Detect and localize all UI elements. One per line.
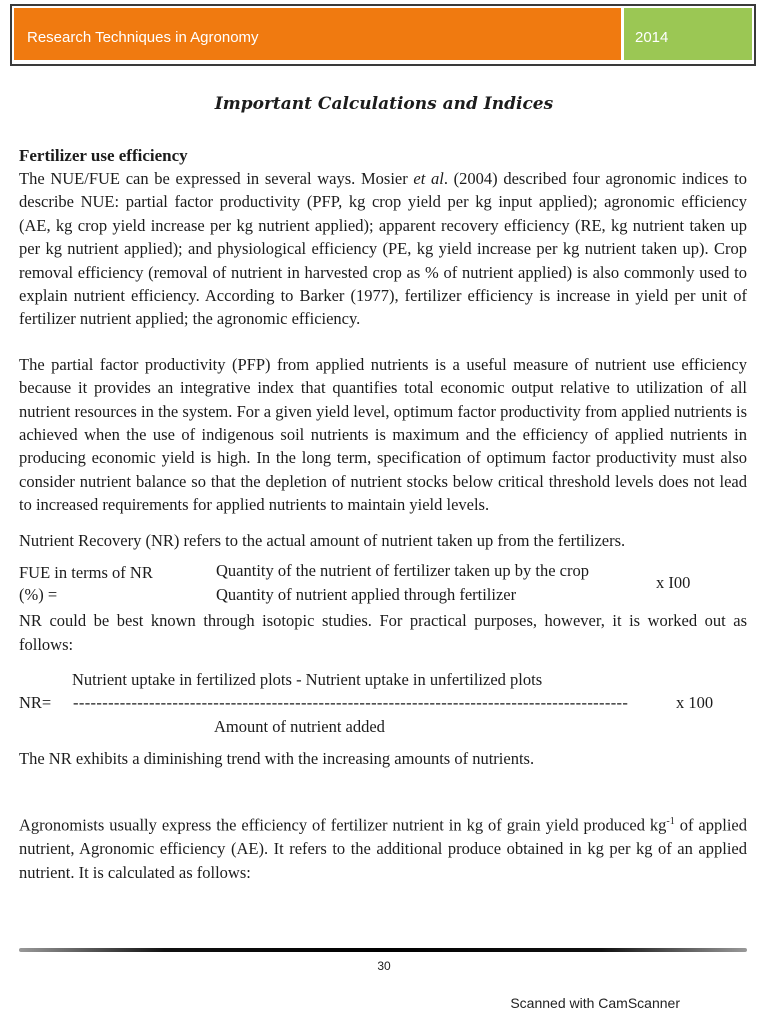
header-year: 2014 — [624, 8, 752, 60]
paragraph-nutrient-recovery: Nutrient Recovery (NR) refers to the actual amount of nutrient taken up from the fertilizers. — [19, 530, 626, 550]
paragraph-text: Agronomists usually express the efficiency of fertilizer nutrient in kg of grain yield produced kg — [19, 815, 667, 835]
paragraph-agronomic-efficiency — [19, 810, 747, 884]
fue-numerator: Quantity of the nutrient of fertilizer taken up by the crop — [216, 561, 589, 581]
sub-heading: Fertilizer use efficiency — [19, 146, 188, 165]
header-bar — [14, 8, 752, 60]
camscanner-watermark: Scanned with CamScanner — [510, 995, 680, 1011]
fue-label-line1: FUE in terms of NR — [19, 563, 153, 583]
fue-label-line2: (%) = — [19, 585, 58, 605]
paragraph-isotopic: NR could be best known through isotopic studies. For practical purposes, however, it is worked out as follows: — [19, 611, 747, 654]
header-title: Research Techniques in Agronomy — [14, 8, 624, 60]
nr-label: NR= — [19, 692, 52, 712]
paragraph-text: The NUE/FUE can be expressed in several ways. Mosier — [19, 169, 414, 188]
paragraph-text: . (2004) described four agronomic indices to describe NUE: partial factor productivity (PFP, kg crop yield per kg input applied); agronomic efficiency (AE, kg crop yield increase per kg nutrient applied); apparent recovery efficiency (RE, kg nutrient taken up per kg nutrient applied); and physiological efficiency (PE, kg yield increase per kg nutrient taken up). Crop removal efficiency (removal of nutrient in harvested crop as % of nutrient applied) is also commonly used to explain nutrient efficiency. According to Barker (1977), fertilizer efficiency is increase in yield per unit of fertilizer nutrient applied; the agronomic efficiency. — [19, 169, 747, 329]
fue-denominator: Quantity of nutrient applied through fertilizer — [216, 585, 517, 605]
paragraph-pfp: The partial factor productivity (PFP) from applied nutrients is a useful measure of nutrient use efficiency because it provides an integrative index that quantifies total economic output relative to utilization of all nutrient resources in the system. For a given yield level, optimum factor productivity from applied nutrients is achieved when the use of indigenous soil nutrients is maximum and the efficiency of applied nutrients in producing economic yield is high. In the long term, specification of optimum factor productivity must also consider nutrient balance so that the depletion of nutrient stocks below critical threshold levels does not lead to increased requirements for applied nutrients to maintain yield levels. — [19, 354, 747, 515]
fue-multiplier: x I00 — [656, 573, 691, 593]
footer-rule — [19, 948, 747, 952]
page-number: 30 — [377, 959, 391, 973]
nr-formula — [19, 670, 747, 742]
nr-multiplier: x 100 — [676, 692, 714, 712]
section-heading: Important Calculations and Indices — [214, 94, 554, 114]
page-header — [10, 4, 756, 66]
et-al-italic: et al — [413, 169, 444, 188]
superscript: -1 — [666, 816, 675, 828]
paragraph-nr-trend: The NR exhibits a diminishing trend with the increasing amounts of nutrients. — [19, 748, 535, 768]
paragraph-text: of applied nutrient, Agronomic efficiency (AE). It refers to the additional produce obtained in kg per kg of an applied nutrient. It is calculated as follows: — [19, 815, 748, 882]
nr-fraction-line: ----------------------------------------------------------------------------------------------- — [73, 692, 629, 712]
fue-formula — [19, 563, 747, 609]
paragraph-nue-indices — [19, 167, 747, 331]
page-content — [19, 146, 747, 884]
nr-numerator: Nutrient uptake in fertilized plots - Nutrient uptake in unfertilized plots — [72, 669, 543, 689]
nr-denominator: Amount of nutrient added — [214, 716, 385, 736]
